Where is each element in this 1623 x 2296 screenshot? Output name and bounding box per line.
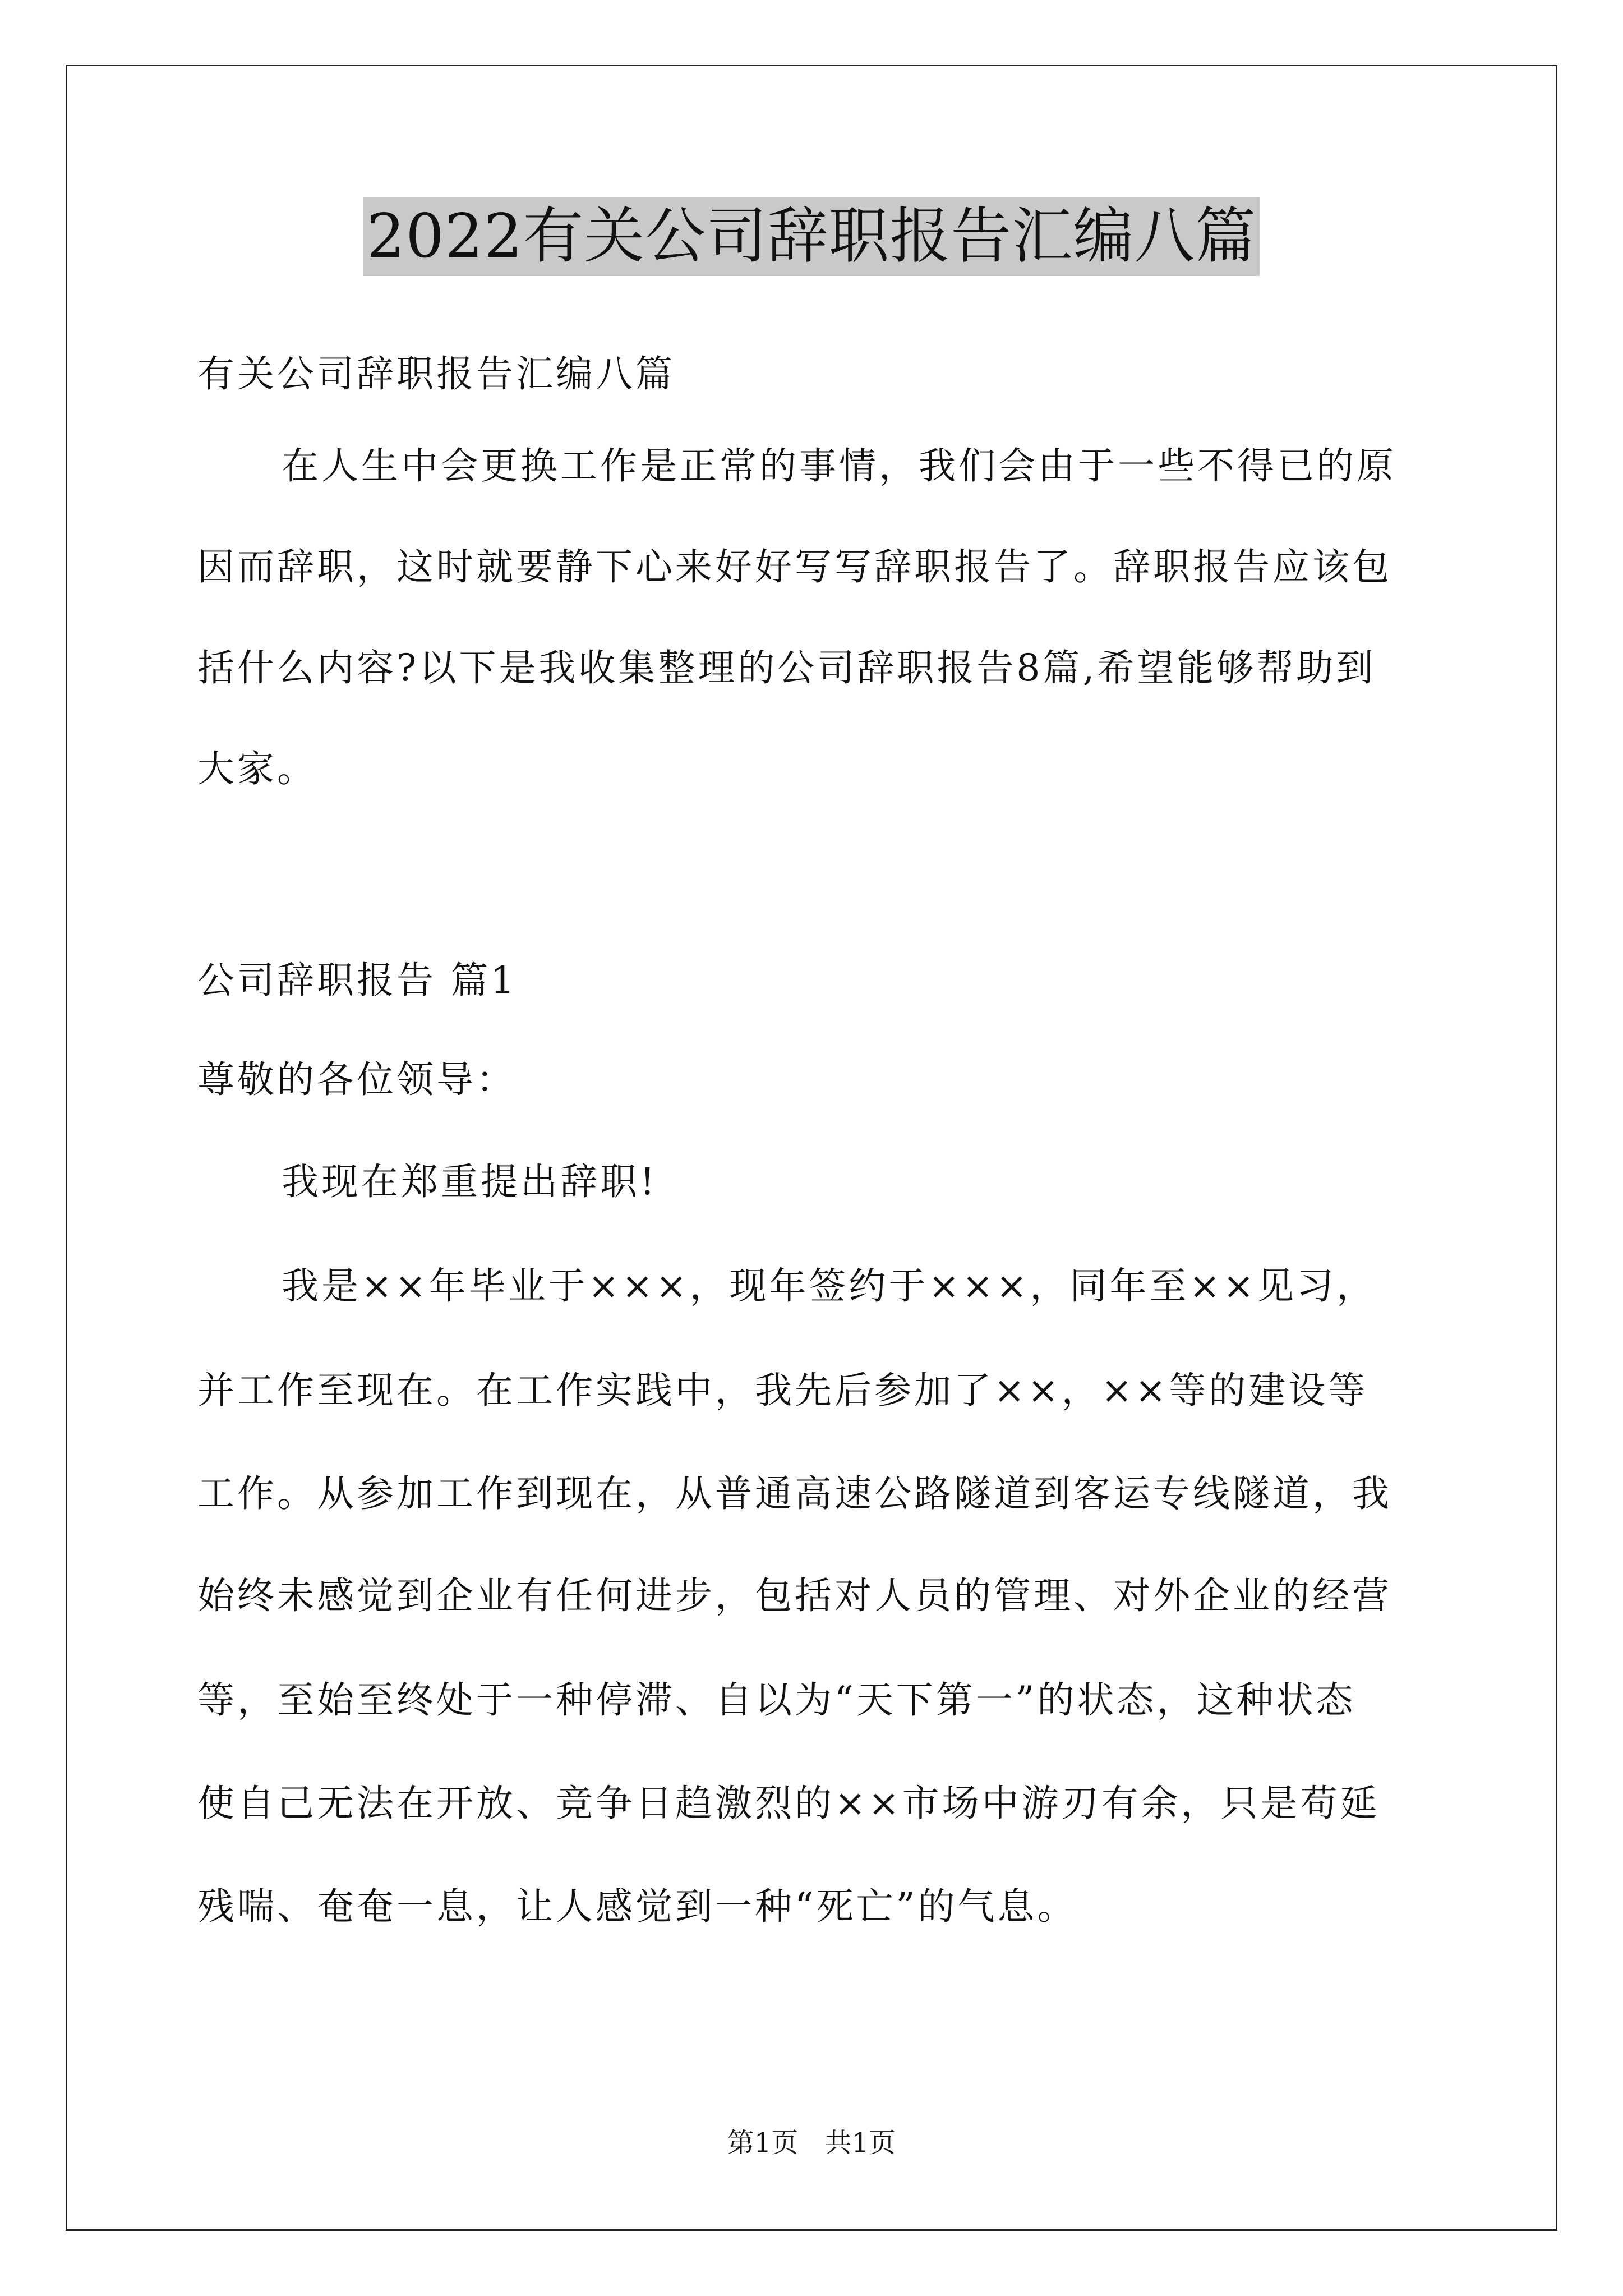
page-number: 第1页 [727,2127,799,2159]
body-line: 工作。从参加工作到现在，从普通高速公路隧道到客运专线隧道，我 [197,1472,1392,1515]
body-line: 使自己无法在开放、竞争日趋激烈的××市场中游刃有余，只是苟延 [197,1782,1380,1825]
intro-line: 在人生中会更换工作是正常的事情，我们会由于一些不得已的原 [282,444,1396,487]
salutation: 尊敬的各位领导： [197,1058,516,1101]
page-footer [0,2126,1623,2160]
document-title: 2022有关公司辞职报告汇编八篇 [363,197,1260,276]
page-total: 共1页 [824,2127,896,2159]
body-line: 并工作至现在。在工作实践中，我先后参加了××，××等的建设等 [197,1369,1368,1412]
section-heading: 公司辞职报告 篇1 [197,959,517,1002]
body-line: 我是××年毕业于×××，现年签约于×××，同年至××见习， [282,1264,1377,1308]
intro-line: 因而辞职，这时就要静下心来好好写写辞职报告了。辞职报告应该包 [197,545,1392,588]
intro-line: 大家。 [197,747,317,790]
title-container [0,197,1623,276]
statement-line: 我现在郑重提出辞职! [282,1160,658,1203]
body-line: 残喘、奄奄一息，让人感觉到一种“死亡”的气息。 [197,1885,1077,1928]
intro-line: 括什么内容?以下是我收集整理的公司辞职报告8篇,希望能够帮助到 [197,646,1376,689]
body-line: 等，至始至终处于一种停滞、自以为“天下第一”的状态，这种状态 [197,1678,1356,1722]
document-subtitle: 有关公司辞职报告汇编八篇 [197,352,675,395]
body-line: 始终未感觉到企业有任何进步，包括对人员的管理、对外企业的经营 [197,1574,1392,1617]
